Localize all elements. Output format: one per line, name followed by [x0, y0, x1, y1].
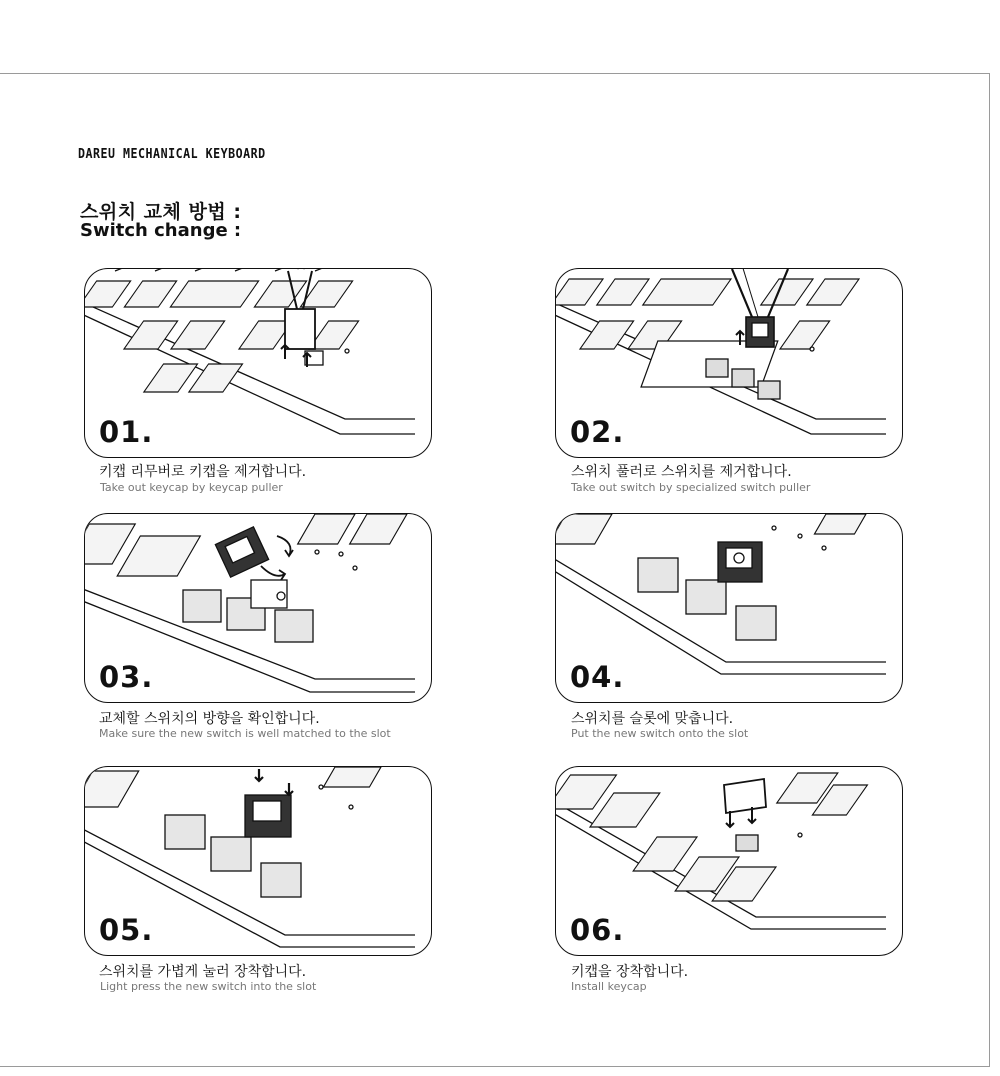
step-number: 05. [99, 913, 154, 947]
top-rule [0, 73, 990, 74]
page-title-korean: 스위치 교체 방법 : [80, 201, 242, 223]
brand-label: DAREU MECHANICAL KEYBOARD [78, 146, 266, 162]
step-3-caption-english: Make sure the new switch is well matched to the slot [99, 727, 391, 740]
step-2-caption-korean: 스위치 풀러로 스위치를 제거합니다. [571, 464, 792, 480]
step-number: 01. [99, 415, 154, 449]
right-rule [989, 73, 990, 1066]
step-number: 06. [570, 913, 625, 947]
step-4-caption-korean: 스위치를 슬롯에 맞춥니다. [571, 711, 734, 727]
step-3-panel [84, 513, 432, 703]
step-1-caption-english: Take out keycap by keycap puller [100, 481, 283, 494]
step-6-caption-english: Install keycap [571, 980, 647, 993]
step-number: 02. [570, 415, 625, 449]
step-3-caption-korean: 교체할 스위치의 방향을 확인합니다. [99, 711, 320, 727]
step-4-caption-english: Put the new switch onto the slot [571, 727, 749, 740]
step-1-caption-korean: 키캡 리무버로 키캡을 제거합니다. [99, 464, 307, 480]
bottom-rule [0, 1066, 990, 1067]
step-1-panel [84, 268, 432, 458]
step-6-caption-korean: 키캡을 장착합니다. [571, 964, 689, 980]
step-5-caption-english: Light press the new switch into the slot [100, 980, 317, 993]
step-2-caption-english: Take out switch by specialized switch puller [571, 481, 811, 494]
step-2-panel [555, 268, 903, 458]
step-5-caption-korean: 스위치를 가볍게 눌러 장착합니다. [99, 964, 307, 980]
step-4-panel [555, 513, 903, 703]
step-number: 04. [570, 660, 625, 694]
step-6-panel [555, 766, 903, 956]
page-title-english: Switch change : [80, 220, 242, 241]
step-number: 03. [99, 660, 154, 694]
step-5-panel [84, 766, 432, 956]
